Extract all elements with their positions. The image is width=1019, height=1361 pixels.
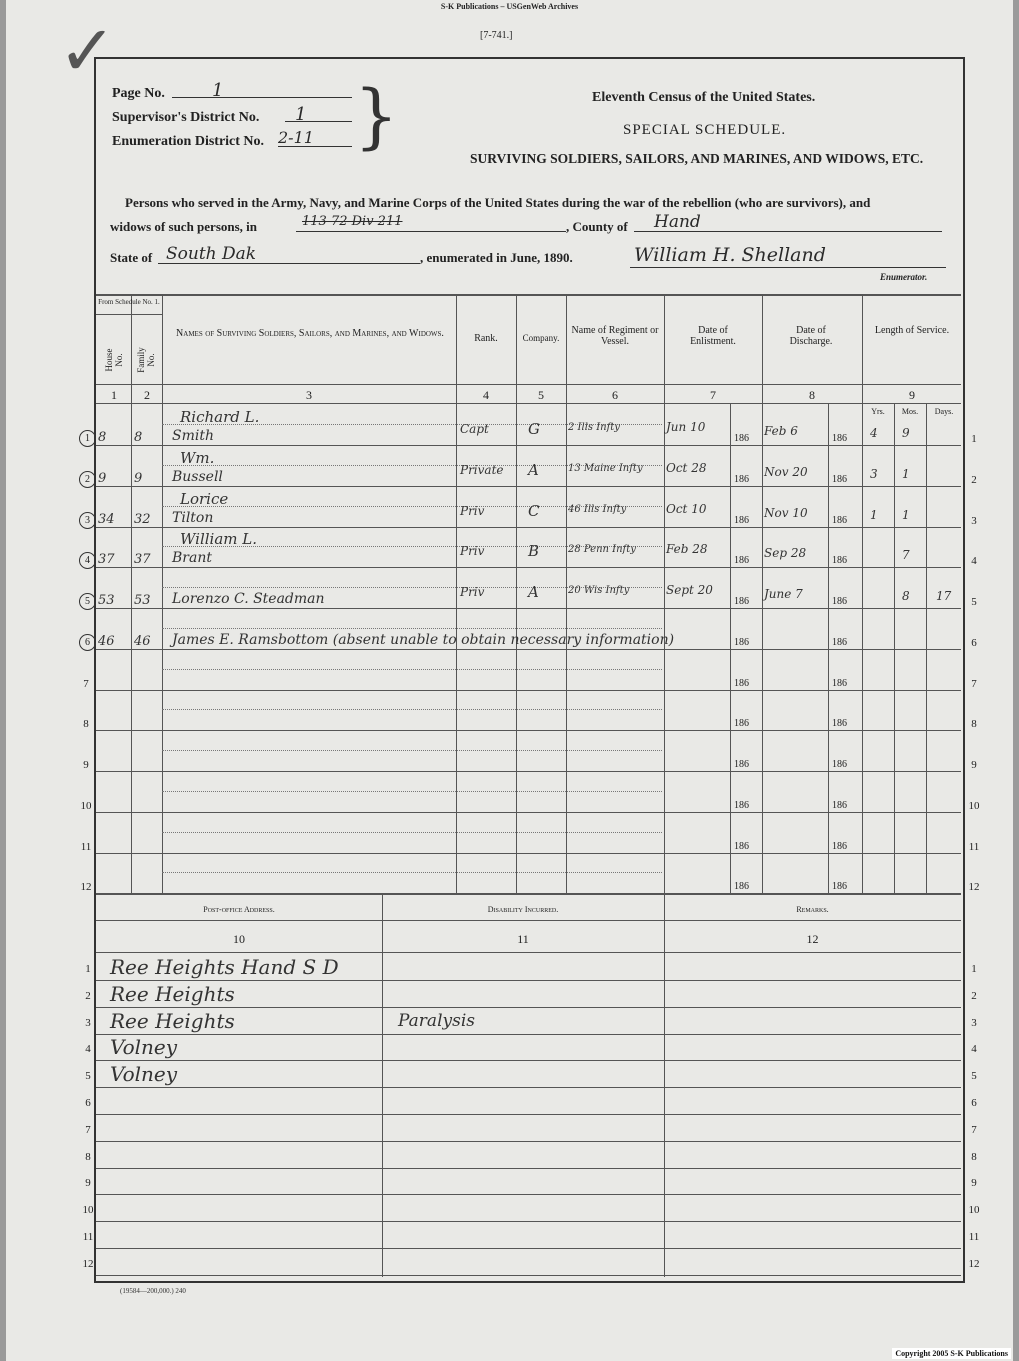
discharge-year-prefix: 186 xyxy=(832,678,847,689)
row-number-right: 9 xyxy=(971,759,977,771)
from-schedule-header: From Schedule No. 1. xyxy=(98,298,160,306)
schedule-frame xyxy=(94,57,965,1283)
enlist-year-prefix: 186 xyxy=(734,596,749,607)
lower-row-number: 10 xyxy=(82,1204,94,1216)
enlist-year-prefix: 186 xyxy=(734,637,749,648)
row-rule xyxy=(96,893,961,894)
months: 7 xyxy=(902,548,910,562)
rank: Private xyxy=(460,463,504,477)
colnum-bottom-rule xyxy=(96,403,961,404)
years: 1 xyxy=(870,508,878,522)
enlist-year-prefix: 186 xyxy=(734,881,749,892)
header-bottom-rule xyxy=(96,384,961,385)
row-number-right: 8 xyxy=(971,718,977,730)
enlist-year-prefix: 186 xyxy=(734,555,749,566)
company: A xyxy=(528,461,539,479)
post-office-header: Post-office Address. xyxy=(203,905,275,914)
days: 17 xyxy=(936,589,952,603)
discharge-header: Date of Discharge. xyxy=(789,325,833,347)
lower-row-number-right: 12 xyxy=(968,1258,980,1270)
lower-row-number: 7 xyxy=(85,1124,91,1136)
disability: Paralysis xyxy=(398,1011,475,1031)
lower-row-number-right: 7 xyxy=(971,1124,977,1136)
names-header: Names of Surviving Soldiers, Sailors, and Marines, and Widows. xyxy=(176,328,444,339)
lower-row-rule xyxy=(96,1114,961,1115)
lower-row-number: 12 xyxy=(82,1258,94,1270)
enumeration-value: 2-11 xyxy=(278,128,352,147)
row-number-circled: 4 xyxy=(79,552,96,569)
row-number-right: 1 xyxy=(971,433,977,445)
widows-label: widows of such persons, in xyxy=(110,219,258,234)
rank: Priv xyxy=(460,544,485,558)
row-mid-rule xyxy=(162,669,662,670)
col-num-5: 5 xyxy=(538,388,544,402)
lower-row-number-right: 1 xyxy=(971,963,977,975)
lower-row-rule xyxy=(96,1141,961,1142)
enlistment-date: Feb 28 xyxy=(666,542,708,556)
col-num-9: 9 xyxy=(909,388,915,402)
lower-row-number: 2 xyxy=(85,990,91,1002)
lower-row-number: 8 xyxy=(85,1151,91,1163)
intro-line-1: Persons who served in the Army, Navy, and Marine Corps of the United States during the war of the rebellion (who are survivors), and xyxy=(125,195,871,210)
discharge-year-prefix: 186 xyxy=(832,637,847,648)
table-top-rule xyxy=(96,294,961,296)
company: C xyxy=(528,502,540,520)
form-number: [7-741.] xyxy=(480,30,513,41)
discharge-year-prefix: 186 xyxy=(832,474,847,485)
discharge-date: Sep 28 xyxy=(764,546,807,560)
soldier-name-line2: Smith xyxy=(172,428,214,444)
days-header: Days. xyxy=(934,407,954,416)
lower-colnum-rule xyxy=(96,952,961,953)
copyright-notice: Copyright 2005 S-K Publications xyxy=(892,1348,1011,1359)
col-divider xyxy=(862,296,863,893)
header-brace: } xyxy=(354,75,399,157)
lower-row-number: 9 xyxy=(85,1177,91,1189)
family-no: 37 xyxy=(134,552,151,567)
yrs-header: Yrs. xyxy=(871,407,885,416)
lower-row-rule xyxy=(96,1060,961,1061)
rank: Priv xyxy=(460,585,485,599)
house-no: 8 xyxy=(98,430,107,445)
row-mid-rule xyxy=(162,709,662,710)
check-mark: ✓ xyxy=(58,10,117,92)
lower-row-rule xyxy=(96,1248,961,1249)
post-office-address: Volney xyxy=(110,1062,178,1086)
family-no: 53 xyxy=(134,593,151,608)
lower-row-rule xyxy=(96,1275,961,1276)
col-num-1: 1 xyxy=(111,388,117,402)
lower-row-number-right: 4 xyxy=(971,1043,977,1055)
enlist-year-prefix: 186 xyxy=(734,841,749,852)
row-rule xyxy=(96,771,961,772)
discharge-year-prefix: 186 xyxy=(832,433,847,444)
enumerated-text: , enumerated in June, 1890. xyxy=(420,250,573,265)
census-title: Eleventh Census of the United States. xyxy=(592,90,816,105)
company: G xyxy=(528,420,540,438)
length-header: Length of Service. xyxy=(874,325,950,336)
row-number-right: 12 xyxy=(968,881,980,893)
lower-row-rule xyxy=(96,1168,961,1169)
county-label: , County of xyxy=(566,219,628,234)
row-number-right: 11 xyxy=(968,841,980,853)
company: A xyxy=(528,583,539,601)
regiment-header: Name of Regiment or Vessel. xyxy=(571,325,659,347)
remarks-header: Remarks. xyxy=(796,905,829,914)
col-num-10: 10 xyxy=(233,932,245,946)
soldier-name-line1: Wm. xyxy=(180,449,215,467)
row-number: 9 xyxy=(83,759,89,771)
discharge-date: Feb 6 xyxy=(764,424,798,438)
lower-row-rule xyxy=(96,980,961,981)
col-divider xyxy=(664,296,665,893)
row-rule xyxy=(96,608,961,609)
place-value: 113 72 Div 211 xyxy=(296,214,566,232)
company: B xyxy=(528,542,540,560)
discharge-date: Nov 20 xyxy=(764,465,808,479)
house-no: 53 xyxy=(98,593,115,608)
house-no: 9 xyxy=(98,471,107,486)
discharge-year-prefix: 186 xyxy=(832,759,847,770)
row-number-right: 5 xyxy=(971,596,977,608)
discharge-year-prefix: 186 xyxy=(832,841,847,852)
col-num-7: 7 xyxy=(710,388,716,402)
row-number-right: 7 xyxy=(971,678,977,690)
col-num-4: 4 xyxy=(483,388,489,402)
row-number-circled: 5 xyxy=(79,593,96,610)
enlistment-date: Sept 20 xyxy=(666,583,713,597)
col-divider xyxy=(131,296,132,893)
row-number-right: 2 xyxy=(971,474,977,486)
regiment: 28 Penn Infty xyxy=(568,544,636,555)
enlist-year-prefix: 186 xyxy=(734,718,749,729)
lower-row-number: 6 xyxy=(85,1097,91,1109)
row-number: 12 xyxy=(80,881,92,893)
lower-row-rule xyxy=(96,1007,961,1008)
discharge-year-prefix: 186 xyxy=(832,515,847,526)
enlist-year-prefix: 186 xyxy=(734,433,749,444)
post-office-address: Volney xyxy=(110,1035,178,1059)
soldier-name-line2: Brant xyxy=(172,550,212,566)
discharge-year-prefix: 186 xyxy=(832,718,847,729)
post-office-address: Ree Heights xyxy=(110,1009,235,1033)
row-number-circled: 6 xyxy=(79,634,96,651)
row-rule xyxy=(96,445,961,446)
row-number-circled: 3 xyxy=(79,512,96,529)
months: 8 xyxy=(902,589,910,603)
years: 3 xyxy=(870,467,878,481)
enlistment-date: Jun 10 xyxy=(666,420,706,434)
col-divider xyxy=(762,296,763,893)
enlist-year-prefix: 186 xyxy=(734,759,749,770)
discharge-year-prefix: 186 xyxy=(832,800,847,811)
row-mid-rule xyxy=(162,750,662,751)
row-number: 10 xyxy=(80,800,92,812)
house-no: 37 xyxy=(98,552,115,567)
row-number-circled: 1 xyxy=(79,430,96,447)
row-mid-rule xyxy=(162,832,662,833)
lower-row-number-right: 5 xyxy=(971,1070,977,1082)
lower-row-number: 11 xyxy=(82,1231,94,1243)
post-office-address: Ree Heights xyxy=(110,982,235,1006)
lower-row-number: 3 xyxy=(85,1017,91,1029)
discharge-year-prefix: 186 xyxy=(832,596,847,607)
schedule-title: SPECIAL SCHEDULE. xyxy=(623,122,787,138)
enlistment-date: Oct 28 xyxy=(666,461,707,475)
row-mid-rule xyxy=(162,628,662,629)
lower-col-divider xyxy=(664,895,665,1277)
col-divider xyxy=(516,296,517,893)
months: 9 xyxy=(902,426,910,440)
company-header: Company. xyxy=(522,333,560,343)
printer-footnote: (19584—200,000.) 240 xyxy=(120,1287,186,1295)
family-no: 9 xyxy=(134,471,143,486)
years: 4 xyxy=(870,426,878,440)
soldier-name-line2: Lorenzo C. Steadman xyxy=(172,591,325,607)
enumerator-signature: William H. Shelland xyxy=(630,244,946,268)
row-rule xyxy=(96,730,961,731)
lower-row-number: 4 xyxy=(85,1043,91,1055)
supervisor-value: 1 xyxy=(285,104,352,122)
row-rule xyxy=(96,527,961,528)
from-schedule-rule xyxy=(96,314,162,315)
lower-row-rule xyxy=(96,1194,961,1195)
enumerator-label: Enumerator. xyxy=(880,272,928,282)
row-number-right: 4 xyxy=(971,555,977,567)
row-rule xyxy=(96,853,961,854)
enlist-year-prefix: 186 xyxy=(734,474,749,485)
discharge-year-prefix: 186 xyxy=(832,555,847,566)
row-number-right: 3 xyxy=(971,515,977,527)
soldier-name-line2: James E. Ramsbottom (absent unable to obtain necessary information) xyxy=(172,632,675,648)
soldier-name-line2: Bussell xyxy=(172,469,223,485)
enlistment-date: Oct 10 xyxy=(666,502,707,516)
row-mid-rule xyxy=(162,872,662,873)
schedule-subtitle: SURVIVING SOLDIERS, SAILORS, AND MARINES, AND WIDOWS, ETC. xyxy=(470,151,924,166)
house-no: 46 xyxy=(98,634,115,649)
lower-row-number-right: 2 xyxy=(971,990,977,1002)
col-num-6: 6 xyxy=(612,388,618,402)
lower-row-number-right: 11 xyxy=(968,1231,980,1243)
house-no: 34 xyxy=(98,512,115,527)
lower-row-number-right: 8 xyxy=(971,1151,977,1163)
row-number: 11 xyxy=(80,841,92,853)
publication-banner: S-K Publications – USGenWeb Archives xyxy=(440,2,579,11)
regiment: 2 Ills Infty xyxy=(568,422,620,433)
row-number: 8 xyxy=(83,718,89,730)
row-rule xyxy=(96,649,961,650)
row-number-circled: 2 xyxy=(79,471,96,488)
row-number-right: 10 xyxy=(968,800,980,812)
enlist-year-prefix: 186 xyxy=(734,678,749,689)
post-office-address: Ree Heights Hand S D xyxy=(110,955,339,979)
row-rule xyxy=(96,812,961,813)
months: 1 xyxy=(902,467,910,481)
mos-header: Mos. xyxy=(901,407,919,416)
soldier-name-line1: William L. xyxy=(180,530,258,548)
lower-row-rule xyxy=(96,1087,961,1088)
county-value: Hand xyxy=(634,212,942,232)
row-rule xyxy=(96,690,961,691)
enlist-year-prefix: 186 xyxy=(734,515,749,526)
supervisor-label: Supervisor's District No. xyxy=(112,110,260,125)
lower-row-number: 1 xyxy=(85,963,91,975)
family-no: 32 xyxy=(134,512,151,527)
regiment: 13 Maine Infty xyxy=(568,463,643,474)
col-divider xyxy=(566,296,567,893)
row-number-right: 6 xyxy=(971,637,977,649)
lower-row-number-right: 3 xyxy=(971,1017,977,1029)
disability-header: Disability Incurred. xyxy=(487,905,559,914)
regiment: 46 Ills Infty xyxy=(568,504,627,515)
row-rule xyxy=(96,567,961,568)
family-no-header: Family No. xyxy=(136,347,156,373)
lower-row-number-right: 10 xyxy=(968,1204,980,1216)
discharge-date: June 7 xyxy=(764,587,803,601)
rank: Capt xyxy=(460,422,489,436)
lower-header-rule xyxy=(96,920,961,921)
family-no: 46 xyxy=(134,634,151,649)
state-label: State of xyxy=(110,250,153,265)
page-no-value: 1 xyxy=(172,80,352,98)
enumeration-label: Enumeration District No. xyxy=(112,134,265,149)
col-divider xyxy=(456,296,457,893)
lower-row-rule xyxy=(96,1034,961,1035)
house-no-header: House No. xyxy=(104,348,124,372)
lower-col-divider xyxy=(382,895,383,1277)
row-mid-rule xyxy=(162,791,662,792)
lower-row-number-right: 9 xyxy=(971,1177,977,1189)
rank-header: Rank. xyxy=(474,333,498,344)
page-no-label: Page No. xyxy=(112,86,165,101)
col-divider xyxy=(162,296,163,893)
regiment: 20 Wis Infty xyxy=(568,585,630,596)
discharge-year-prefix: 186 xyxy=(832,881,847,892)
col-num-12: 12 xyxy=(806,932,819,946)
family-no: 8 xyxy=(134,430,143,445)
months: 1 xyxy=(902,508,910,522)
lower-row-rule xyxy=(96,1221,961,1222)
soldier-name-line1: Richard L. xyxy=(180,408,260,426)
enlistment-header: Date of Enlistment. xyxy=(690,325,736,347)
row-number: 7 xyxy=(83,678,89,690)
row-rule xyxy=(96,486,961,487)
lower-row-number-right: 6 xyxy=(971,1097,977,1109)
soldier-name-line2: Tilton xyxy=(172,510,214,526)
lower-row-number: 5 xyxy=(85,1070,91,1082)
soldier-name-line1: Lorice xyxy=(180,490,229,508)
col-num-11: 11 xyxy=(517,932,529,946)
col-num-3: 3 xyxy=(306,388,312,402)
discharge-date: Nov 10 xyxy=(764,506,808,520)
col-num-2: 2 xyxy=(144,388,150,402)
state-value: South Dak xyxy=(158,244,420,264)
col-num-8: 8 xyxy=(809,388,815,402)
enlist-year-prefix: 186 xyxy=(734,800,749,811)
rank: Priv xyxy=(460,504,485,518)
